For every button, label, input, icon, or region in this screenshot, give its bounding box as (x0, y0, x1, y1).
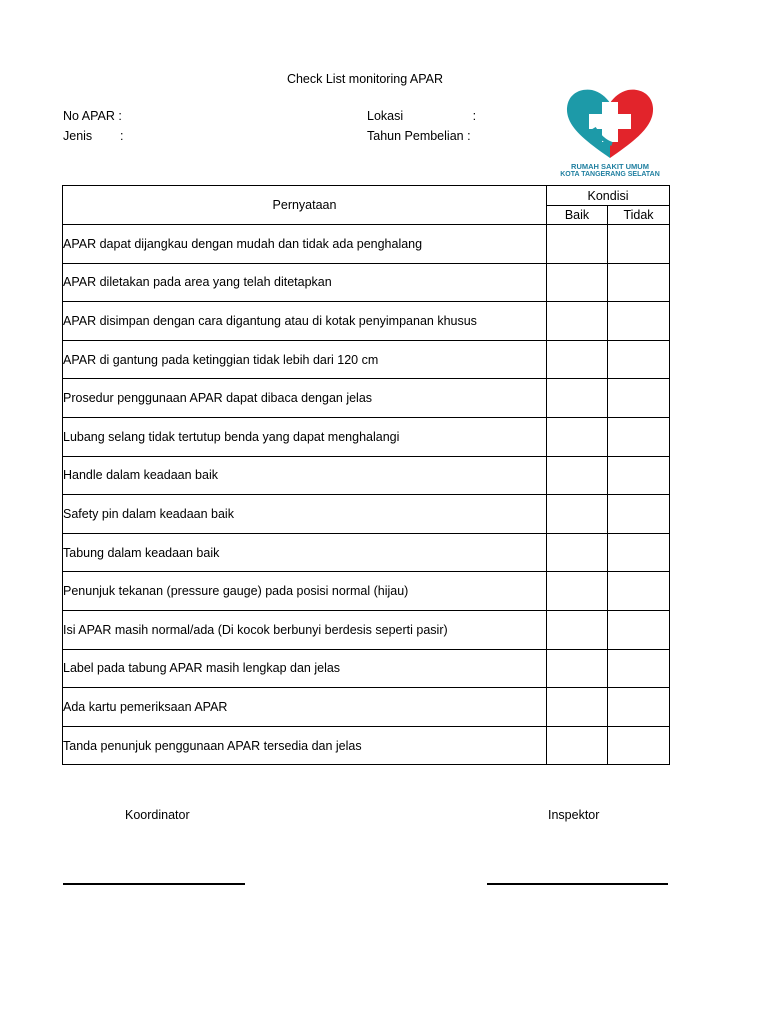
good-checkbox[interactable] (547, 572, 608, 611)
hospital-logo (554, 84, 666, 182)
header-statement: Pernyataan (63, 186, 547, 225)
statement-text: Prosedur penggunaan APAR dapat dibaca dengan jelas (63, 379, 547, 418)
statement-text: Penunjuk tekanan (pressure gauge) pada posisi normal (hijau) (63, 572, 547, 611)
statement-text: Tabung dalam keadaan baik (63, 533, 547, 572)
good-checkbox[interactable] (547, 417, 608, 456)
logo-text-line2: KOTA TANGERANG SELATAN (560, 171, 660, 178)
bad-checkbox[interactable] (608, 726, 670, 765)
statement-text: APAR disimpan dengan cara digantung atau di kotak penyimpanan khusus (63, 302, 547, 341)
bad-checkbox[interactable] (608, 649, 670, 688)
good-checkbox[interactable] (547, 225, 608, 264)
good-checkbox[interactable] (547, 610, 608, 649)
good-checkbox[interactable] (547, 726, 608, 765)
statement-text: Handle dalam keadaan baik (63, 456, 547, 495)
statement-text: Lubang selang tidak tertutup benda yang dapat menghalangi (63, 417, 547, 456)
bad-checkbox[interactable] (608, 340, 670, 379)
table-row (63, 495, 670, 534)
logo-text-line1: RUMAH SAKIT UMUM (571, 162, 649, 171)
document-title: Check List monitoring APAR (286, 72, 444, 86)
bad-checkbox[interactable] (608, 610, 670, 649)
good-checkbox[interactable] (547, 340, 608, 379)
statement-text: Safety pin dalam keadaan baik (63, 495, 547, 534)
header-good: Baik (547, 206, 608, 225)
statement-text: Ada kartu pemeriksaan APAR (63, 688, 547, 727)
table-row (63, 533, 670, 572)
bad-checkbox[interactable] (608, 263, 670, 302)
good-checkbox[interactable] (547, 533, 608, 572)
bad-checkbox[interactable] (608, 302, 670, 341)
bad-checkbox[interactable] (608, 572, 670, 611)
good-checkbox[interactable] (547, 688, 608, 727)
bad-checkbox[interactable] (608, 225, 670, 264)
bad-checkbox[interactable] (608, 688, 670, 727)
good-checkbox[interactable] (547, 649, 608, 688)
statement-text: Isi APAR masih normal/ada (Di kocok berbunyi berdesis seperti pasir) (63, 610, 547, 649)
table-row (63, 572, 670, 611)
no-apar-label: No APAR : (63, 109, 122, 123)
bad-checkbox[interactable] (608, 533, 670, 572)
good-checkbox[interactable] (547, 302, 608, 341)
statement-text: APAR di gantung pada ketinggian tidak lebih dari 120 cm (63, 340, 547, 379)
header-bad: Tidak (608, 206, 670, 225)
bad-checkbox[interactable] (608, 495, 670, 534)
good-checkbox[interactable] (547, 263, 608, 302)
table-row (63, 225, 670, 264)
table-row (63, 417, 670, 456)
good-checkbox[interactable] (547, 495, 608, 534)
bad-checkbox[interactable] (608, 379, 670, 418)
heart-cross-icon (554, 84, 666, 162)
inspector-label: Inspektor (548, 808, 600, 822)
good-checkbox[interactable] (547, 379, 608, 418)
table-row (63, 649, 670, 688)
table-row (63, 688, 670, 727)
table-row (63, 302, 670, 341)
table-row (63, 340, 670, 379)
statement-text: APAR diletakan pada area yang telah ditetapkan (63, 263, 547, 302)
table-row (63, 726, 670, 765)
table-row (63, 379, 670, 418)
lokasi-label: Lokasi : (367, 109, 477, 123)
coordinator-signature-line (63, 883, 245, 885)
header-condition: Kondisi (547, 186, 670, 206)
jenis-label: Jenis : (63, 129, 124, 143)
inspector-signature-line (487, 883, 668, 885)
bad-checkbox[interactable] (608, 417, 670, 456)
tahun-pembelian-label: Tahun Pembelian : (367, 129, 471, 143)
checklist-table (62, 185, 670, 765)
good-checkbox[interactable] (547, 456, 608, 495)
table-row (63, 456, 670, 495)
statement-text: APAR dapat dijangkau dengan mudah dan tidak ada penghalang (63, 225, 547, 264)
table-row (63, 610, 670, 649)
statement-text: Label pada tabung APAR masih lengkap dan jelas (63, 649, 547, 688)
coordinator-label: Koordinator (125, 808, 190, 822)
bad-checkbox[interactable] (608, 456, 670, 495)
table-row (63, 263, 670, 302)
statement-text: Tanda penunjuk penggunaan APAR tersedia dan jelas (63, 726, 547, 765)
